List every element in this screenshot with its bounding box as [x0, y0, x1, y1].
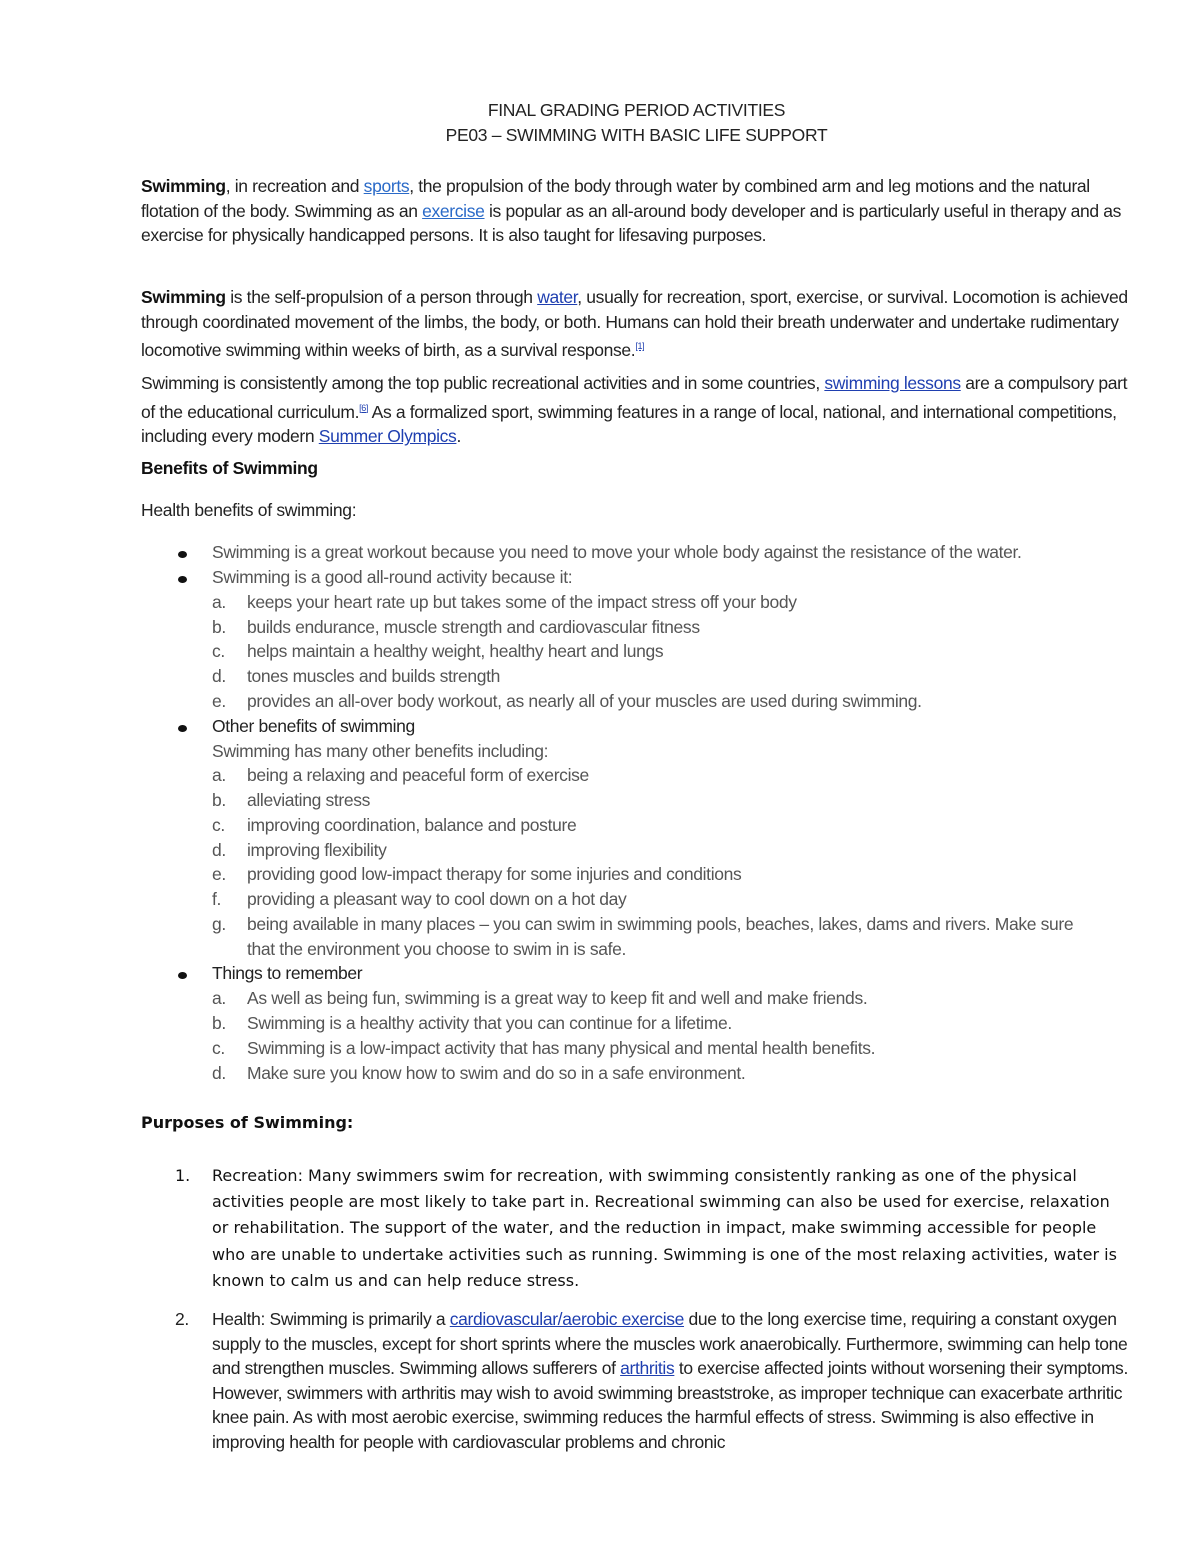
- list-text: Swimming is a healthy activity that you can continue for a lifetime.: [247, 1013, 732, 1033]
- list-letter: e.: [212, 864, 226, 884]
- list-text: improving flexibility: [247, 840, 387, 860]
- list-text: tones muscles and builds strength: [247, 666, 501, 686]
- citation-1[interactable]: [1]: [635, 341, 645, 352]
- bullet-text: Other benefits of swimming: [212, 716, 415, 736]
- intro-paragraph-3: [141, 371, 1131, 449]
- intro1-text-3: is popular as an all-around body developer and is particularly useful in therapy and as exercise for physically handicapped persons. It is also taught for lifesaving purposes.: [141, 200, 1122, 246]
- list-text: providing a pleasant way to cool down on a hot day: [247, 889, 627, 909]
- list-text: providing good low-impact therapy for some injuries and conditions: [247, 864, 742, 884]
- list-text: helps maintain a healthy weight, healthy heart and lungs: [247, 641, 664, 661]
- intro3-text-2: are a compulsory part of the educational curriculum.: [141, 373, 1128, 422]
- list-number: 1.: [175, 1166, 191, 1185]
- list-letter: a.: [212, 765, 226, 785]
- intro1-bold-term: Swimming: [141, 176, 226, 196]
- bullet-dot-icon: [178, 576, 187, 583]
- document-title-line2: PE03 – SWIMMING WITH BASIC LIFE SUPPORT: [445, 125, 828, 145]
- list-text: alleviating stress: [247, 790, 371, 810]
- list-text: being a relaxing and peaceful form of exercise: [247, 765, 589, 785]
- list-letter: c.: [212, 1038, 225, 1058]
- list-letter: b.: [212, 1013, 226, 1033]
- link-cardiovascular-aerobic-exercise[interactable]: cardiovascular/aerobic exercise: [449, 1309, 685, 1329]
- list-text: provides an all-over body workout, as nearly all of your muscles are used during swimming.: [247, 691, 922, 711]
- bullet-text: Things to remember: [212, 963, 363, 983]
- list-text: As well as being fun, swimming is a great way to keep fit and well and make friends.: [247, 988, 868, 1008]
- list-text: Swimming has many other benefits including:: [212, 741, 549, 761]
- list-text: keeps your heart rate up but takes some of the impact stress off your body: [247, 592, 797, 612]
- bullet-text: Swimming is a great workout because you need to move your whole body against the resistance of the water.: [212, 542, 1022, 562]
- health-text-1: Health: Swimming is primarily a: [212, 1309, 450, 1329]
- list-text: improving coordination, balance and posture: [247, 815, 577, 835]
- health-text-2: due to the long exercise time, requiring a constant oxygen supply to the muscles, except for short sprints where the muscles work anaerobically. Furthermore, swimming can help tone and strengthen muscles. Swimming allows sufferers of: [212, 1309, 1128, 1379]
- health-intro: Health benefits of swimming:: [141, 500, 357, 520]
- link-arthritis[interactable]: arthritis: [620, 1358, 675, 1379]
- intro2-text-1: is the self-propulsion of a person through: [225, 287, 538, 307]
- purpose-text: [212, 1307, 1130, 1455]
- intro1-text-1: , in recreation and: [225, 176, 364, 196]
- list-number: 2.: [175, 1309, 189, 1329]
- link-water[interactable]: water: [537, 287, 578, 307]
- health-text-3: to exercise affected joints without worsening their symptoms. However, swimmers with arthritis may wish to avoid swimming breaststroke, as improper technique can exacerbate arthritic knee pain. As with most aerobic exercise, swimming reduces the harmful effects of stress. Swimming is also effective in improving health for people with cardiovascular problems and chronic: [212, 1358, 1128, 1452]
- list-text: Swimming is a low-impact activity that has many physical and mental health benefits.: [247, 1038, 876, 1058]
- list-text: builds endurance, muscle strength and cardiovascular fitness: [247, 617, 700, 637]
- citation-6[interactable]: [6]: [359, 402, 369, 413]
- list-letter: e.: [212, 691, 226, 711]
- list-letter: d.: [212, 1063, 226, 1083]
- list-letter: f.: [212, 889, 222, 909]
- list-letter: c.: [212, 815, 225, 835]
- benefits-heading: Benefits of Swimming: [141, 458, 318, 478]
- list-text: Make sure you know how to swim and do so in a safe environment.: [247, 1063, 746, 1083]
- intro-paragraph-1: [141, 174, 1131, 248]
- intro2-text-2: , usually for recreation, sport, exercise, or survival. Locomotion is achieved through coordinated movement of the limbs, the body, or both. Humans can hold their breath underwater and undertake rudimentary locomotive swimming within weeks of birth, as a survival response.: [141, 287, 1128, 361]
- list-letter: g.: [212, 914, 226, 934]
- intro1-text-2: , the propulsion of the body through water by combined arm and leg motions and the natural flotation of the body. Swimming as an: [141, 176, 1090, 221]
- bullet-dot-icon: [178, 551, 187, 558]
- link-swimming-lessons[interactable]: swimming lessons: [824, 373, 961, 393]
- list-letter: a.: [212, 988, 226, 1008]
- intro3-text-4: .: [456, 426, 461, 447]
- intro3-text-1: Swimming is consistently among the top public recreational activities and in some countries,: [141, 373, 825, 393]
- list-letter: a.: [212, 592, 226, 612]
- list-letter: d.: [212, 840, 226, 860]
- list-letter: b.: [212, 790, 226, 810]
- intro-paragraph-2: [141, 285, 1131, 363]
- bullet-dot-icon: [178, 972, 187, 979]
- link-sports[interactable]: sports: [363, 176, 410, 196]
- list-letter: d.: [212, 666, 226, 686]
- list-text: being available in many places – you can swim in swimming pools, beaches, lakes, dams and rivers. Make sure: [247, 914, 1074, 934]
- list-text: that the environment you choose to swim in is safe.: [247, 939, 627, 959]
- list-letter: c.: [212, 641, 225, 661]
- link-exercise[interactable]: exercise: [422, 200, 485, 221]
- list-letter: b.: [212, 617, 226, 637]
- purpose-text: Recreation: Many swimmers swim for recreation, with swimming consistently ranking as one of the physical activities people are most likely to take part in. Recreational swimming can also be used for exercise, relaxation or rehabilitation. The support of the water, and the reduction in impact, make swimming accessible for people who are unable to undertake activities such as running. Swimming is one of the most relaxing activities, water is known to calm us and can help reduce stress.: [212, 1166, 1117, 1290]
- link-summer-olympics[interactable]: Summer Olympics: [318, 426, 457, 447]
- bullet-dot-icon: [178, 725, 187, 732]
- intro3-text-3: As a formalized sport, swimming features in a range of local, national, and international competitions, including every modern: [141, 401, 1117, 447]
- document-title-line1: FINAL GRADING PERIOD ACTIVITIES: [487, 100, 786, 120]
- intro2-bold-term: Swimming: [141, 287, 226, 307]
- bullet-text: Swimming is a good all-round activity because it:: [212, 567, 573, 587]
- purposes-heading: Purposes of Swimming:: [141, 1113, 354, 1132]
